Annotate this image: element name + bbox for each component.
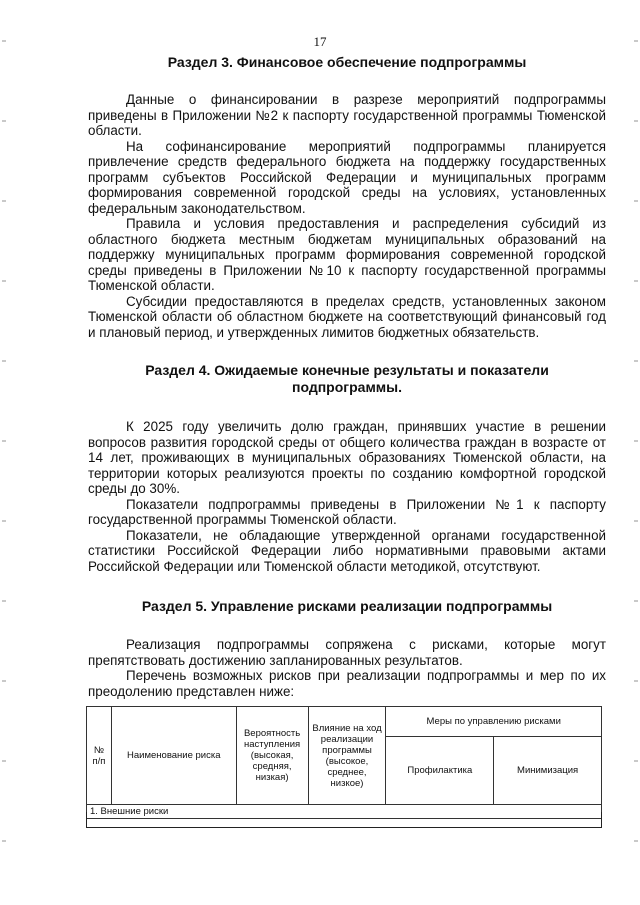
header-probability: Вероятность наступления (высокая, средняя, низкая): [236, 707, 308, 805]
section-3-paragraph: Правила и условия предоставления и распределения субсидий из областного бюджета местным бюджетам муниципальных образований на поддержку муниципальных программ формирования современной городской среды приведены в Приложении №10 к паспорту государственной программы Тюменской области.: [88, 216, 606, 293]
header-impact: Влияние на ход реализации программы (высокое, среднее, низкое): [308, 707, 386, 805]
header-number: № п/п: [87, 707, 112, 805]
page-number: 17: [313, 34, 327, 49]
section-4-paragraph: К 2025 году увеличить долю граждан, принявших участие в решении вопросов развития городской среды от общего количества граждан в возрасте от 14 лет, проживающих в муниципальных образованиях Тюменской области, на территории которых реализуются проекты по созданию комфортной городской среды до 30%.: [88, 419, 606, 496]
left-scan-edge: [2, 0, 6, 905]
section-5-paragraph: Перечень возможных рисков при реализации подпрограммы и мер по их преодолению представлен ниже:: [88, 668, 606, 699]
section-3-paragraph: Субсидии предоставляются в пределах средств, установленных законом Тюменской области об областном бюджете на соответствующий финансовый год и плановый период, и утвержденных лимитов бюджетных обязательств.: [88, 293, 606, 340]
risk-table: [86, 706, 602, 819]
section-4-paragraph: Показатели подпрограммы приведены в Приложении №1 к паспорту государственной программы Тюменской области.: [88, 496, 606, 527]
document-body: [88, 54, 606, 699]
section-3-paragraph: Данные о финансировании в разрезе мероприятий подпрограммы приведены в Приложении №2 к паспорту государственной программы Тюменской области.: [88, 92, 606, 138]
section-3-title: Раздел 3. Финансовое обеспечение подпрограммы: [167, 54, 527, 70]
section-3-paragraph: На софинансирование мероприятий подпрограммы планируется привлечение средств федерального бюджета на поддержку государственных программ субъектов Российской Федерации и муниципальных программ формирования современной городской среды на условиях, установленных федеральным законодательством.: [88, 138, 606, 216]
section-4-paragraph: Показатели, не обладающие утвержденной органами государственной статистики Российской Федерации либо нормативными правовыми актами Российской Федерации или Тюменской области методикой, отсутствуют.: [88, 527, 606, 574]
header-risk-name: Наименование риска: [111, 707, 236, 805]
table-empty-row: [86, 812, 602, 828]
header-measures: Меры по управлению рисками: [386, 707, 602, 737]
section-4-title-line-1: Раздел 4. Ожидаемые конечные результаты и показатели: [145, 362, 549, 378]
right-scan-edge: [634, 0, 638, 905]
section-5-title: Раздел 5. Управление рисками реализации подпрограммы: [141, 598, 553, 614]
header-minimization: Минимизация: [494, 737, 602, 805]
section-4-title-line-2: подпрограммы.: [292, 379, 402, 395]
section-4-title: [88, 362, 606, 396]
section-5-paragraph: Реализация подпрограммы сопряжена с рисками, которые могут препятствовать достижению запланированных результатов.: [88, 637, 606, 668]
header-prevention: Профилактика: [386, 737, 494, 805]
table-row-external-risks: 1. Внешние риски: [87, 805, 602, 819]
